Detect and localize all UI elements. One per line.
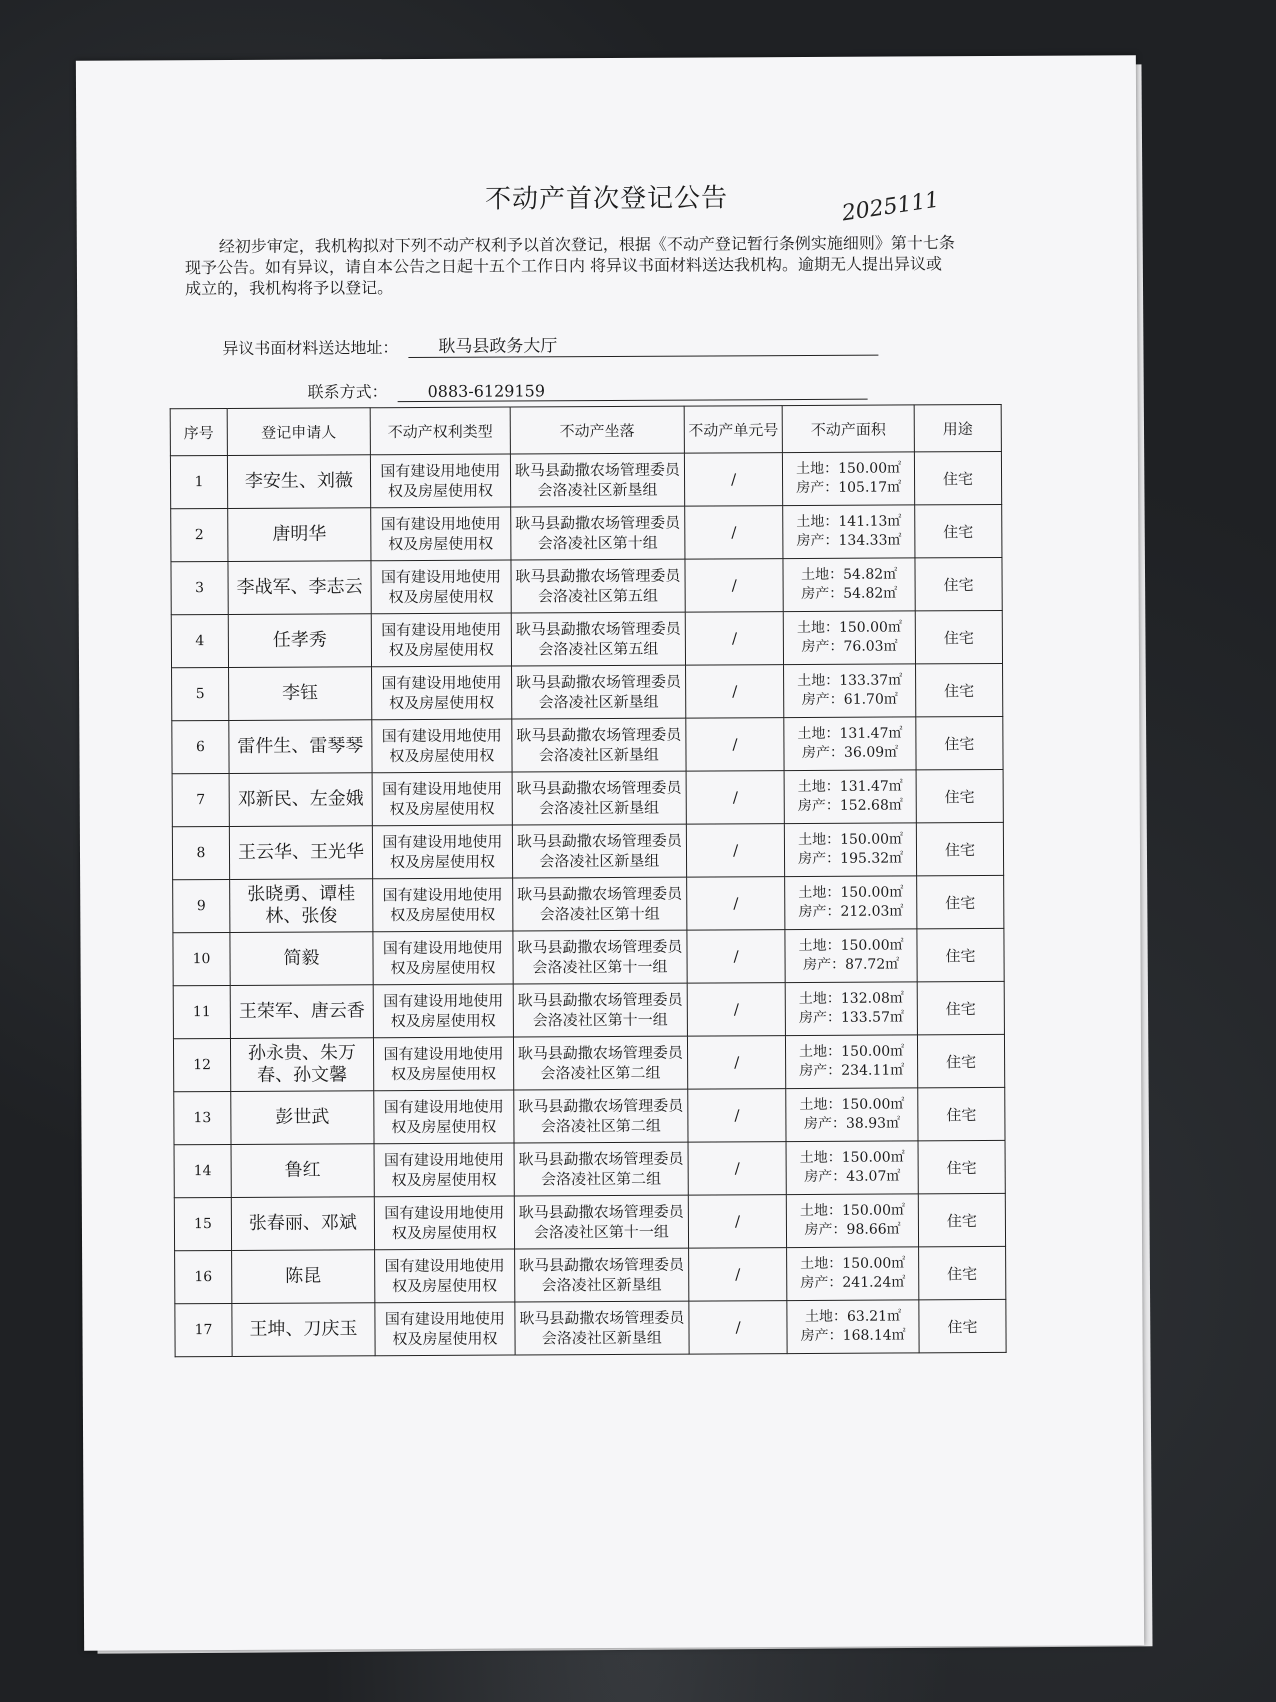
cell-location: 耿马县勐撒农场管理委员会洛凌社区新垦组	[512, 771, 686, 825]
cell-area	[787, 1300, 919, 1354]
cell-unit-number: /	[685, 665, 784, 719]
cell-right-type: 国有建设用地使用权及房屋使用权	[374, 1090, 514, 1144]
cell-applicant: 张晓勇、谭桂林、张俊	[230, 879, 373, 933]
cell-unit-number: /	[685, 506, 784, 560]
cell-area	[786, 1088, 918, 1142]
cell-area	[786, 982, 918, 1036]
contact-row	[308, 377, 868, 403]
cell-use: 住宅	[915, 610, 1002, 663]
cell-unit-number: /	[688, 1089, 787, 1143]
cell-seq: 15	[174, 1197, 231, 1250]
cell-applicant: 彭世武	[231, 1091, 374, 1145]
cell-use: 住宅	[916, 822, 1003, 875]
header-right-type: 不动产权利类型	[370, 407, 510, 455]
table-row	[174, 1140, 1005, 1197]
cell-right-type: 国有建设用地使用权及房屋使用权	[374, 1196, 514, 1250]
cell-seq: 9	[173, 879, 230, 932]
cell-area	[784, 611, 916, 665]
address-label: 异议书面材料送达地址：	[222, 338, 399, 359]
house-area: 房产：36.09㎡	[801, 744, 899, 761]
land-area: 土地：150.00㎡	[798, 937, 904, 955]
cell-right-type: 国有建设用地使用权及房屋使用权	[371, 507, 511, 561]
cell-location: 耿马县勐撒农场管理委员会洛凌社区第二组	[514, 1089, 688, 1143]
cell-area	[785, 876, 917, 930]
header-unit-number: 不动产单元号	[684, 406, 783, 454]
cell-unit-number: /	[685, 612, 784, 666]
land-area: 土地：150.00㎡	[799, 1149, 905, 1167]
cell-location: 耿马县勐撒农场管理委员会洛凌社区第十一组	[513, 930, 687, 984]
cell-right-type: 国有建设用地使用权及房屋使用权	[374, 1143, 514, 1197]
cell-unit-number: /	[687, 983, 786, 1037]
house-area: 房产：38.93㎡	[803, 1115, 901, 1132]
intro-line: 现予公告。如有异议，请自本公告之日起十五个工作日内 将异议书面材料送达我机构。逾期无人提出异议或	[184, 254, 943, 278]
table-row	[173, 875, 1004, 932]
cell-applicant: 张春丽、邓斌	[231, 1197, 374, 1251]
cell-area	[784, 770, 916, 824]
cell-area	[783, 452, 915, 506]
cell-applicant: 王荣军、唐云香	[230, 985, 373, 1039]
cell-seq: 11	[173, 985, 230, 1038]
cell-area	[786, 1035, 918, 1089]
land-area: 土地：150.00㎡	[798, 884, 904, 902]
cell-unit-number: /	[687, 877, 786, 931]
cell-right-type: 国有建设用地使用权及房屋使用权	[373, 878, 513, 932]
cell-right-type: 国有建设用地使用权及房屋使用权	[371, 560, 511, 614]
table-header-row	[170, 404, 1001, 455]
cell-applicant: 唐明华	[228, 508, 371, 562]
cell-seq: 6	[172, 720, 229, 773]
address-value: 耿马县政务大厅	[408, 330, 878, 358]
table-row	[173, 1034, 1004, 1091]
intro-line: 成立的，我机构将予以登记。	[184, 278, 394, 299]
cell-right-type: 国有建设用地使用权及房屋使用权	[375, 1302, 515, 1356]
header-use: 用途	[914, 404, 1001, 451]
cell-use: 住宅	[917, 981, 1004, 1034]
cell-location: 耿马县勐撒农场管理委员会洛凌社区新垦组	[511, 665, 685, 719]
cell-unit-number: /	[688, 1142, 787, 1196]
cell-applicant: 王坤、刀庆玉	[232, 1303, 375, 1357]
cell-area	[783, 505, 915, 559]
house-area: 房产：168.14㎡	[800, 1327, 906, 1345]
cell-location: 耿马县勐撒农场管理委员会洛凌社区第二组	[513, 1036, 687, 1090]
cell-area	[785, 929, 917, 983]
table-row	[173, 981, 1004, 1038]
cell-area	[787, 1194, 919, 1248]
cell-location: 耿马县勐撒农场管理委员会洛凌社区第十组	[512, 877, 686, 931]
house-area: 房产：133.57㎡	[798, 1009, 905, 1027]
cell-seq: 5	[172, 667, 229, 720]
land-area: 土地：63.21㎡	[804, 1308, 902, 1325]
house-area: 房产：43.07㎡	[804, 1168, 901, 1185]
cell-unit-number: /	[685, 559, 784, 613]
land-area: 土地：150.00㎡	[799, 1096, 905, 1114]
cell-location: 耿马县勐撒农场管理委员会洛凌社区新垦组	[514, 1248, 688, 1302]
cell-seq: 17	[175, 1303, 232, 1356]
table-row	[170, 451, 1001, 508]
cell-use: 住宅	[914, 451, 1001, 504]
page-title: 不动产首次登记公告	[484, 183, 729, 215]
cell-area	[787, 1247, 919, 1301]
cell-area	[786, 1141, 918, 1195]
cell-use: 住宅	[918, 1087, 1005, 1140]
table-row	[171, 557, 1002, 614]
land-area: 土地：133.37㎡	[797, 672, 903, 690]
cell-location: 耿马县勐撒农场管理委员会洛凌社区新垦组	[512, 718, 686, 772]
table-row	[171, 504, 1002, 561]
cell-right-type: 国有建设用地使用权及房屋使用权	[372, 772, 512, 826]
land-area: 土地：131.47㎡	[797, 778, 903, 796]
cell-right-type: 国有建设用地使用权及房屋使用权	[373, 931, 513, 985]
cell-location: 耿马县勐撒农场管理委员会洛凌社区第五组	[511, 612, 685, 666]
contact-label: 联系方式：	[307, 382, 388, 402]
notice-sheet	[76, 55, 1144, 1651]
cell-location: 耿马县勐撒农场管理委员会洛凌社区新垦组	[510, 453, 684, 507]
cell-seq: 14	[174, 1144, 231, 1197]
cell-applicant: 李战军、李志云	[228, 561, 371, 615]
house-area: 房产：61.70㎡	[801, 691, 898, 708]
cell-right-type: 国有建设用地使用权及房屋使用权	[373, 984, 513, 1038]
house-area: 房产：54.82㎡	[801, 585, 898, 602]
contact-value: 0883-6129159	[398, 380, 868, 402]
table-row	[172, 716, 1003, 773]
cell-applicant: 李钰	[229, 667, 372, 721]
cell-use: 住宅	[917, 875, 1004, 928]
cell-right-type: 国有建设用地使用权及房屋使用权	[375, 1249, 515, 1303]
cell-location: 耿马县勐撒农场管理委员会洛凌社区新垦组	[512, 824, 686, 878]
land-area: 土地：150.00㎡	[799, 1202, 906, 1220]
cell-seq: 8	[172, 826, 229, 879]
house-area: 房产：234.11㎡	[799, 1062, 905, 1080]
cell-right-type: 国有建设用地使用权及房屋使用权	[370, 454, 510, 508]
cell-area	[783, 558, 915, 612]
header-applicant: 登记申请人	[227, 408, 370, 456]
house-area: 房产：76.03㎡	[801, 638, 898, 655]
cell-use: 住宅	[915, 663, 1002, 716]
cell-use: 住宅	[915, 557, 1002, 610]
table-row	[172, 663, 1003, 720]
land-area: 土地：54.82㎡	[801, 566, 898, 583]
cell-use: 住宅	[917, 1034, 1004, 1087]
cell-use: 住宅	[917, 928, 1004, 981]
cell-location: 耿马县勐撒农场管理委员会洛凌社区新垦组	[515, 1301, 689, 1355]
land-area: 土地：132.08㎡	[798, 990, 904, 1008]
cell-seq: 16	[175, 1250, 232, 1303]
registration-table	[170, 404, 1007, 1357]
cell-applicant: 王云华、王光华	[229, 826, 372, 880]
cell-location: 耿马县勐撒农场管理委员会洛凌社区第二组	[514, 1142, 688, 1196]
cell-use: 住宅	[918, 1140, 1005, 1193]
cell-seq: 1	[170, 455, 227, 508]
cell-applicant: 任孝秀	[228, 614, 371, 668]
cell-location: 耿马县勐撒农场管理委员会洛凌社区第五组	[511, 559, 685, 613]
cell-applicant: 简毅	[230, 932, 373, 986]
cell-unit-number: /	[687, 930, 786, 984]
cell-right-type: 国有建设用地使用权及房屋使用权	[372, 719, 512, 773]
intro-paragraph	[185, 231, 1125, 299]
objection-address-row	[222, 330, 878, 359]
table-row	[174, 1193, 1005, 1250]
cell-seq: 13	[174, 1091, 231, 1144]
table-row	[173, 928, 1004, 985]
house-area: 房产：212.03㎡	[798, 903, 904, 921]
cell-applicant: 陈昆	[232, 1250, 375, 1304]
house-area: 房产：87.72㎡	[803, 956, 900, 973]
land-area: 土地：131.47㎡	[797, 725, 903, 743]
land-area: 土地：150.00㎡	[796, 460, 902, 478]
cell-seq: 7	[172, 773, 229, 826]
cell-unit-number: /	[686, 718, 785, 772]
cell-location: 耿马县勐撒农场管理委员会洛凌社区第十一组	[514, 1195, 688, 1249]
cell-unit-number: /	[686, 771, 785, 825]
cell-seq: 10	[173, 932, 230, 985]
table-row	[175, 1299, 1006, 1356]
cell-applicant: 李安生、刘薇	[227, 455, 370, 509]
cell-area	[785, 823, 917, 877]
house-area: 房产：105.17㎡	[796, 479, 902, 497]
cell-seq: 2	[171, 508, 228, 561]
cell-right-type: 国有建设用地使用权及房屋使用权	[372, 825, 512, 879]
intro-line: 经初步审定，我机构拟对下列不动产权利予以首次登记，根据《不动产登记暂行条例实施细则》第十七条	[218, 233, 955, 257]
cell-applicant: 雷件生、雷琴琴	[229, 720, 372, 774]
header-seq: 序号	[170, 408, 227, 455]
land-area: 土地：150.00㎡	[800, 1255, 906, 1273]
house-area: 房产：195.32㎡	[798, 850, 904, 868]
cell-unit-number: /	[687, 1036, 786, 1090]
cell-applicant: 鲁红	[231, 1144, 374, 1198]
cell-use: 住宅	[916, 769, 1003, 822]
header-location: 不动产坐落	[510, 406, 684, 454]
cell-seq: 3	[171, 561, 228, 614]
cell-use: 住宅	[918, 1246, 1005, 1299]
cell-use: 住宅	[918, 1193, 1005, 1246]
house-area: 房产：98.66㎡	[804, 1221, 901, 1238]
land-area: 土地：150.00㎡	[798, 831, 904, 849]
cell-seq: 4	[171, 614, 228, 667]
table-row	[174, 1087, 1005, 1144]
cell-right-type: 国有建设用地使用权及房屋使用权	[371, 613, 511, 667]
cell-applicant: 邓新民、左金娥	[229, 773, 372, 827]
table-row	[172, 822, 1003, 879]
cell-location: 耿马县勐撒农场管理委员会洛凌社区第十组	[511, 506, 685, 560]
land-area: 土地：150.00㎡	[796, 619, 902, 637]
cell-unit-number: /	[686, 824, 785, 878]
cell-unit-number: /	[689, 1301, 788, 1355]
header-area: 不动产面积	[782, 405, 914, 453]
house-area: 房产：134.33㎡	[796, 532, 902, 550]
cell-unit-number: /	[688, 1248, 787, 1302]
handwritten-date-note: 2025111	[840, 187, 941, 227]
land-area: 土地：141.13㎡	[796, 513, 902, 531]
cell-use: 住宅	[916, 716, 1003, 769]
table-row	[175, 1246, 1006, 1303]
house-area: 房产：241.24㎡	[800, 1274, 906, 1292]
cell-unit-number: /	[688, 1195, 787, 1249]
cell-area	[784, 664, 916, 718]
cell-use: 住宅	[915, 504, 1002, 557]
cell-unit-number: /	[684, 453, 783, 507]
table-row	[171, 610, 1002, 667]
cell-location: 耿马县勐撒农场管理委员会洛凌社区第十一组	[513, 983, 687, 1037]
cell-area	[784, 717, 916, 771]
house-area: 房产：152.68㎡	[797, 797, 903, 815]
cell-use: 住宅	[919, 1299, 1006, 1352]
cell-seq: 12	[173, 1038, 230, 1091]
cell-right-type: 国有建设用地使用权及房屋使用权	[373, 1037, 513, 1091]
table-row	[172, 769, 1003, 826]
cell-applicant: 孙永贵、朱万春、孙文馨	[230, 1038, 373, 1092]
land-area: 土地：150.00㎡	[799, 1043, 905, 1061]
cell-right-type: 国有建设用地使用权及房屋使用权	[371, 666, 511, 720]
